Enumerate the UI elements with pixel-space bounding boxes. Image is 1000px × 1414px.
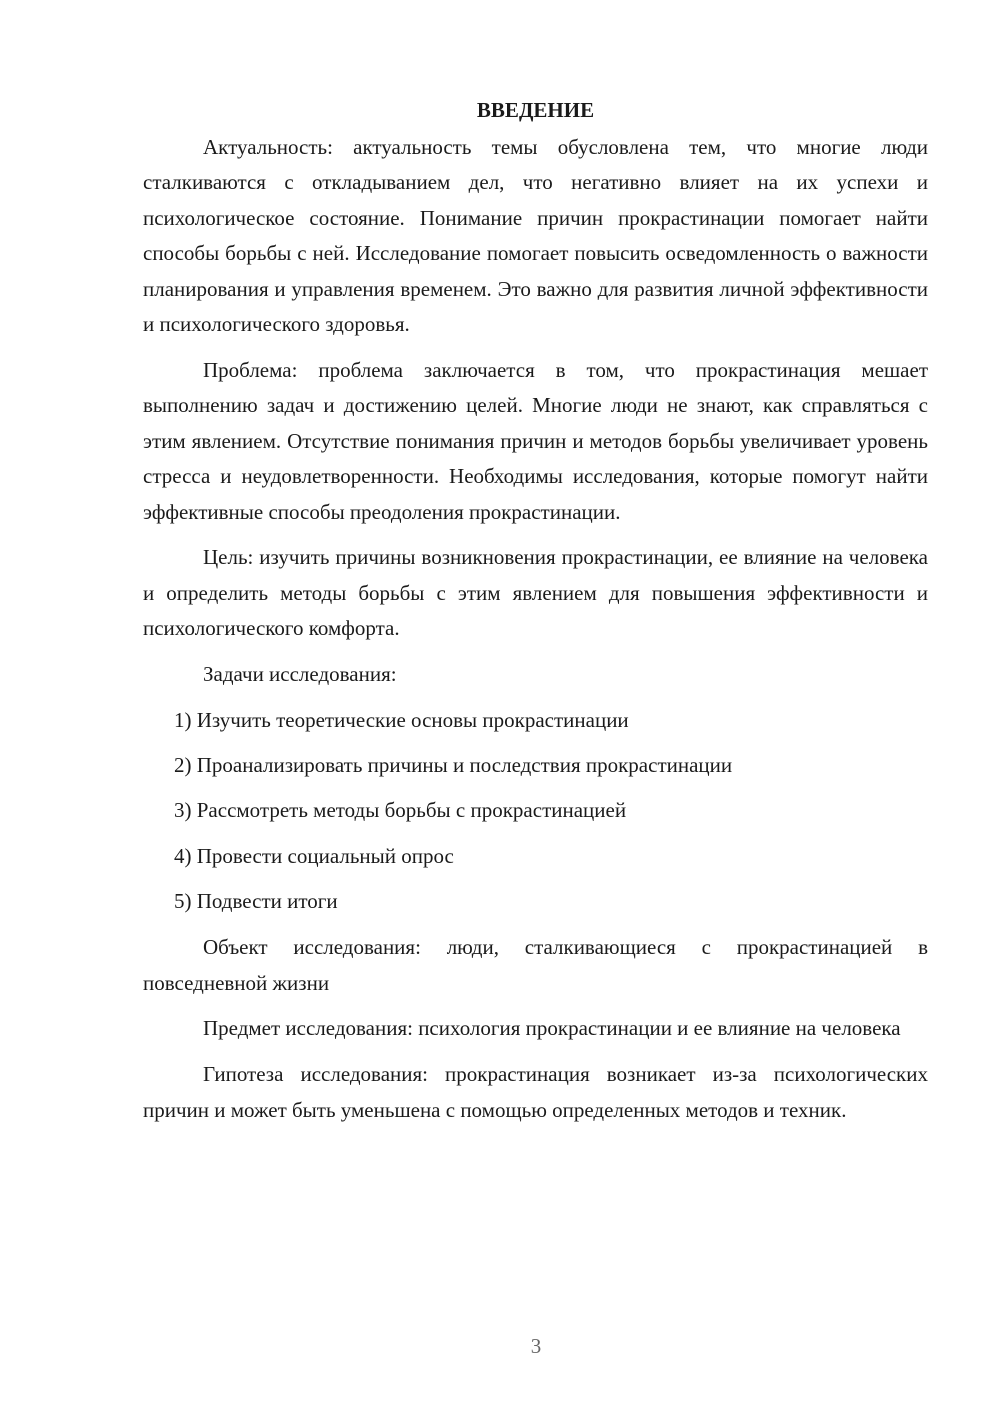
relevance-paragraph: Актуальность: актуальность темы обусловлена тем, что многие люди сталкиваются с откладыванием дел, что негативно влияет на их успехи и психологическое состояние. Понимание причин прокрастинации помогает найти способы борьбы с ней. Исследование помогает повысить осведомленность о важности планирования и управления временем. Это важно для развития личной эффективности и психологического здоровья. <box>143 135 928 337</box>
task-item: 5) Подвести итоги <box>174 889 338 914</box>
page-content <box>143 93 928 1139</box>
task-item: 4) Провести социальный опрос <box>174 843 454 868</box>
goal-paragraph: Цель: изучить причины возникновения прокрастинации, ее влияние на человека и определить методы борьбы с этим явлением для повышения эффективности и психологического комфорта. <box>143 545 928 641</box>
problem-paragraph: Проблема: проблема заключается в том, что прокрастинация мешает выполнению задач и достижению целей. Многие люди не знают, как справляться с этим явлением. Отсутствие понимания причин и методов борьбы увеличивает уровень стресса и неудовлетворенности. Необходимы исследования, которые помогут найти эффективные способы преодоления прокрастинации. <box>143 357 928 524</box>
hypothesis-paragraph: Гипотеза исследования: прокрастинация возникает из-за психологических причин и может быть уменьшена с помощью определенных методов и техник. <box>143 1062 928 1122</box>
object-paragraph: Объект исследования: люди, сталкивающиеся с прокрастинацией в повседневной жизни <box>143 935 928 995</box>
task-item: 2) Проанализировать причины и последствия прокрастинации <box>174 753 733 777</box>
section-title: ВВЕДЕНИЕ <box>476 98 595 122</box>
task-item: 3) Рассмотреть методы борьбы с прокрастинацией <box>174 798 627 823</box>
tasks-list <box>143 703 928 920</box>
subject-paragraph: Предмет исследования: психология прокрастинации и ее влияние на человека <box>203 1016 901 1041</box>
task-item: 1) Изучить теоретические основы прокрастинации <box>174 707 629 732</box>
page-number: 3 <box>530 1334 542 1358</box>
tasks-heading: Задачи исследования: <box>203 662 397 687</box>
